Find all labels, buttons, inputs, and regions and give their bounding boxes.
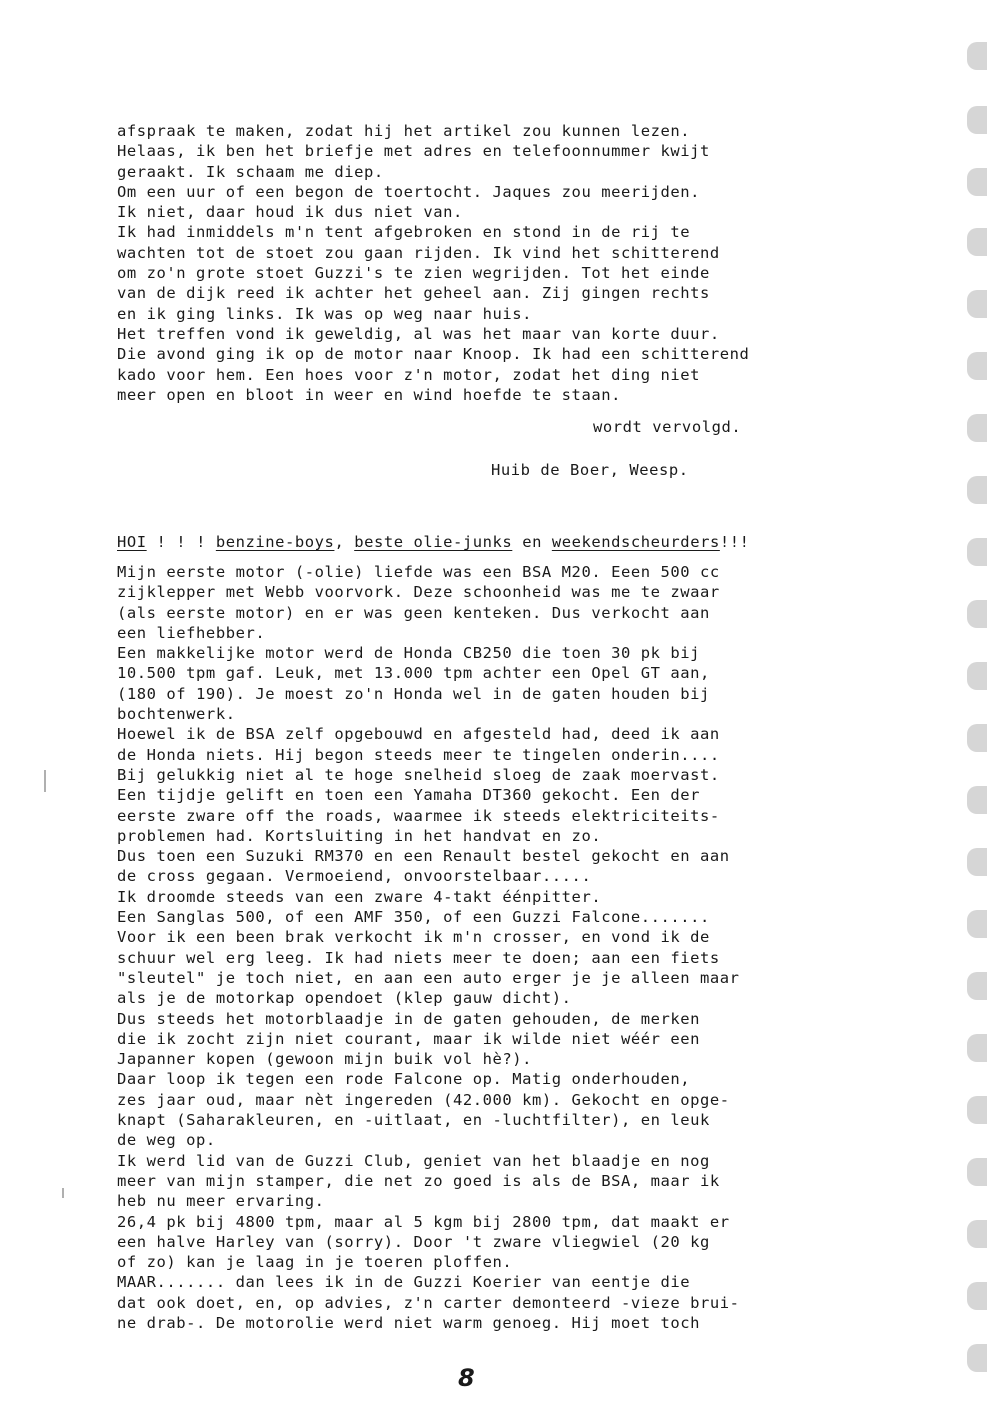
letter-line: Ik droomde steeds van een zware 4-takt éénpitter. bbox=[117, 887, 602, 906]
letter-heading bbox=[117, 533, 750, 551]
letter-line: schuur wel erg leeg. Ik had niets meer te doen; aan een fiets bbox=[117, 948, 720, 967]
binder-hole bbox=[967, 1344, 987, 1372]
binder-holes bbox=[959, 0, 989, 1404]
letter-line: een liefhebber. bbox=[117, 623, 266, 642]
letter-line: problemen had. Kortsluiting in het handvat en zo. bbox=[117, 826, 602, 845]
article-line: meer open en bloot in weer en wind hoefde te staan. bbox=[117, 385, 621, 404]
letter-line: zijklepper met Webb voorvork. Deze schoonheid was me te zwaar bbox=[117, 583, 720, 602]
letter-line: heb nu meer ervaring. bbox=[117, 1192, 325, 1211]
binder-hole bbox=[967, 848, 987, 876]
margin-mark bbox=[44, 770, 46, 792]
letter-body bbox=[117, 562, 917, 1333]
letter-line: meer van mijn stamper, die net zo goed is als de BSA, maar ik bbox=[117, 1171, 720, 1190]
letter-line: de weg op. bbox=[117, 1131, 216, 1150]
letter-line: Hoewel ik de BSA zelf opgebouwd en afgesteld had, deed ik aan bbox=[117, 725, 720, 744]
heading-comma: , bbox=[334, 533, 355, 551]
heading-weekendscheurders: weekendscheurders bbox=[551, 533, 720, 551]
binder-hole bbox=[967, 1158, 987, 1186]
letter-line: eerste zware off the roads, waarmee ik steeds elektriciteits- bbox=[117, 806, 720, 825]
letter-line: Dus steeds het motorblaadje in de gaten gehouden, de merken bbox=[117, 1009, 701, 1028]
letter-line: knapt (Saharakleuren, en -uitlaat, en -luchtfilter), en leuk bbox=[117, 1111, 710, 1130]
binder-hole bbox=[967, 414, 987, 442]
letter-line: bochtenwerk. bbox=[117, 705, 236, 724]
letter-line: Japanner kopen (gewoon mijn buik vol hè?). bbox=[117, 1050, 533, 1069]
heading-benzine-boys: benzine-boys bbox=[215, 533, 335, 551]
article-line: om zo'n grote stoet Guzzi's te zien wegrijden. Tot het einde bbox=[117, 264, 710, 283]
article-line: Het treffen vond ik geweldig, al was het maar van korte duur. bbox=[117, 324, 720, 343]
article-line: Om een uur of een begon de toertocht. Jaques zou meerijden. bbox=[117, 182, 701, 201]
letter-line: als je de motorkap opendoet (klep gauw dicht). bbox=[117, 989, 572, 1008]
continued-note: wordt vervolgd. bbox=[593, 418, 742, 436]
letter-line: Voor ik een been brak verkocht ik m'n crosser, en vond ik de bbox=[117, 928, 710, 947]
letter-line: de cross gegaan. Vermoeiend, onvoorstelbaar..... bbox=[117, 867, 592, 886]
binder-hole bbox=[967, 538, 987, 566]
letter-line: "sleutel" je toch niet, en aan een auto erger je je alleen maar bbox=[117, 968, 740, 987]
article-line: en ik ging links. Ik was op weg naar huis. bbox=[117, 304, 533, 323]
letter-line: ne drab-. De motorolie werd niet warm genoeg. Hij moet toch bbox=[117, 1313, 701, 1332]
letter-line: dat ook doet, en, op advies, z'n carter demonteerd -vieze brui- bbox=[117, 1293, 740, 1312]
binder-hole bbox=[967, 42, 987, 70]
letter-line: die ik zocht zijn niet courant, maar ik wilde niet wéér een bbox=[117, 1029, 701, 1048]
page-number: 8 bbox=[458, 1364, 475, 1392]
binder-hole bbox=[967, 228, 987, 256]
margin-mark bbox=[62, 1188, 64, 1198]
article-continuation bbox=[117, 121, 917, 405]
article-line: afspraak te maken, zodat hij het artikel zou kunnen lezen. bbox=[117, 122, 691, 140]
binder-hole bbox=[967, 662, 987, 690]
article-line: wachten tot de stoet zou gaan rijden. Ik vind het schitterend bbox=[117, 243, 720, 262]
heading-en: en bbox=[512, 533, 552, 551]
binder-hole bbox=[967, 600, 987, 628]
letter-line: Daar loop ik tegen een rode Falcone op. Matig onderhouden, bbox=[117, 1070, 691, 1089]
binder-hole bbox=[967, 352, 987, 380]
heading-olie-junks: beste olie-junks bbox=[354, 533, 513, 551]
letter-line: zes jaar oud, maar nèt ingereden (42.000 km). Gekocht en opge- bbox=[117, 1090, 730, 1109]
binder-hole bbox=[967, 724, 987, 752]
article-line: van de dijk reed ik achter het geheel aan. Zij gingen rechts bbox=[117, 284, 710, 303]
heading-end: !!! bbox=[719, 533, 750, 551]
article-line: Helaas, ik ben het briefje met adres en telefoonnummer kwijt bbox=[117, 142, 710, 161]
letter-line: (als eerste motor) en er was geen kenteken. Dus verkocht aan bbox=[117, 603, 710, 622]
letter-line: Bij gelukkig niet al te hoge snelheid sloeg de zaak moervast. bbox=[117, 765, 720, 784]
binder-hole bbox=[967, 1282, 987, 1310]
letter-line: Een Sanglas 500, of een AMF 350, of een Guzzi Falcone....... bbox=[117, 908, 710, 927]
letter-line: Een makkelijke motor werd de Honda CB250 die toen 30 pk bij bbox=[117, 644, 701, 663]
binder-hole bbox=[967, 168, 987, 196]
binder-hole bbox=[967, 1096, 987, 1124]
letter-line: 10.500 tpm gaf. Leuk, met 13.000 tpm achter een Opel GT aan, bbox=[117, 664, 710, 683]
letter-line: Ik werd lid van de Guzzi Club, geniet van het blaadje en nog bbox=[117, 1151, 710, 1170]
binder-hole bbox=[967, 476, 987, 504]
binder-hole bbox=[967, 290, 987, 318]
heading-exclaim: ! ! ! bbox=[146, 533, 216, 551]
article-line: Ik had inmiddels m'n tent afgebroken en stond in de rij te bbox=[117, 223, 691, 242]
letter-line: 26,4 pk bij 4800 tpm, maar al 5 kgm bij 2800 tpm, dat maakt er bbox=[117, 1212, 730, 1231]
article-line: geraakt. Ik schaam me diep. bbox=[117, 162, 384, 181]
heading-hoi: HOI bbox=[117, 533, 147, 551]
letter-line: Een tijdje gelift en toen een Yamaha DT360 gekocht. Een der bbox=[117, 786, 701, 805]
article-line: Die avond ging ik op de motor naar Knoop. Ik had een schitterend bbox=[117, 345, 750, 364]
letter-line: MAAR....... dan lees ik in de Guzzi Koerier van eentje die bbox=[117, 1273, 691, 1292]
article-line: kado voor hem. Een hoes voor z'n motor, zodat het ding niet bbox=[117, 365, 701, 384]
author-signature: Huib de Boer, Weesp. bbox=[491, 461, 689, 479]
binder-hole bbox=[967, 1220, 987, 1248]
letter-line: Mijn eerste motor (-olie) liefde was een BSA M20. Eeen 500 cc bbox=[117, 563, 720, 581]
binder-hole bbox=[967, 1034, 987, 1062]
binder-hole bbox=[967, 972, 987, 1000]
letter-line: een halve Harley van (sorry). Door 't zware vliegwiel (20 kg bbox=[117, 1232, 710, 1251]
letter-line: of zo) kan je laag in je toeren ploffen. bbox=[117, 1253, 513, 1272]
binder-hole bbox=[967, 106, 987, 134]
binder-hole bbox=[967, 910, 987, 938]
letter-line: (180 of 190). Je moest zo'n Honda wel in de gaten houden bij bbox=[117, 684, 710, 703]
letter-line: de Honda niets. Hij begon steeds meer te tingelen onderin.... bbox=[117, 745, 720, 764]
binder-hole bbox=[967, 786, 987, 814]
article-line: Ik niet, daar houd ik dus niet van. bbox=[117, 203, 463, 222]
letter-line: Dus toen een Suzuki RM370 en een Renault bestel gekocht en aan bbox=[117, 847, 730, 866]
